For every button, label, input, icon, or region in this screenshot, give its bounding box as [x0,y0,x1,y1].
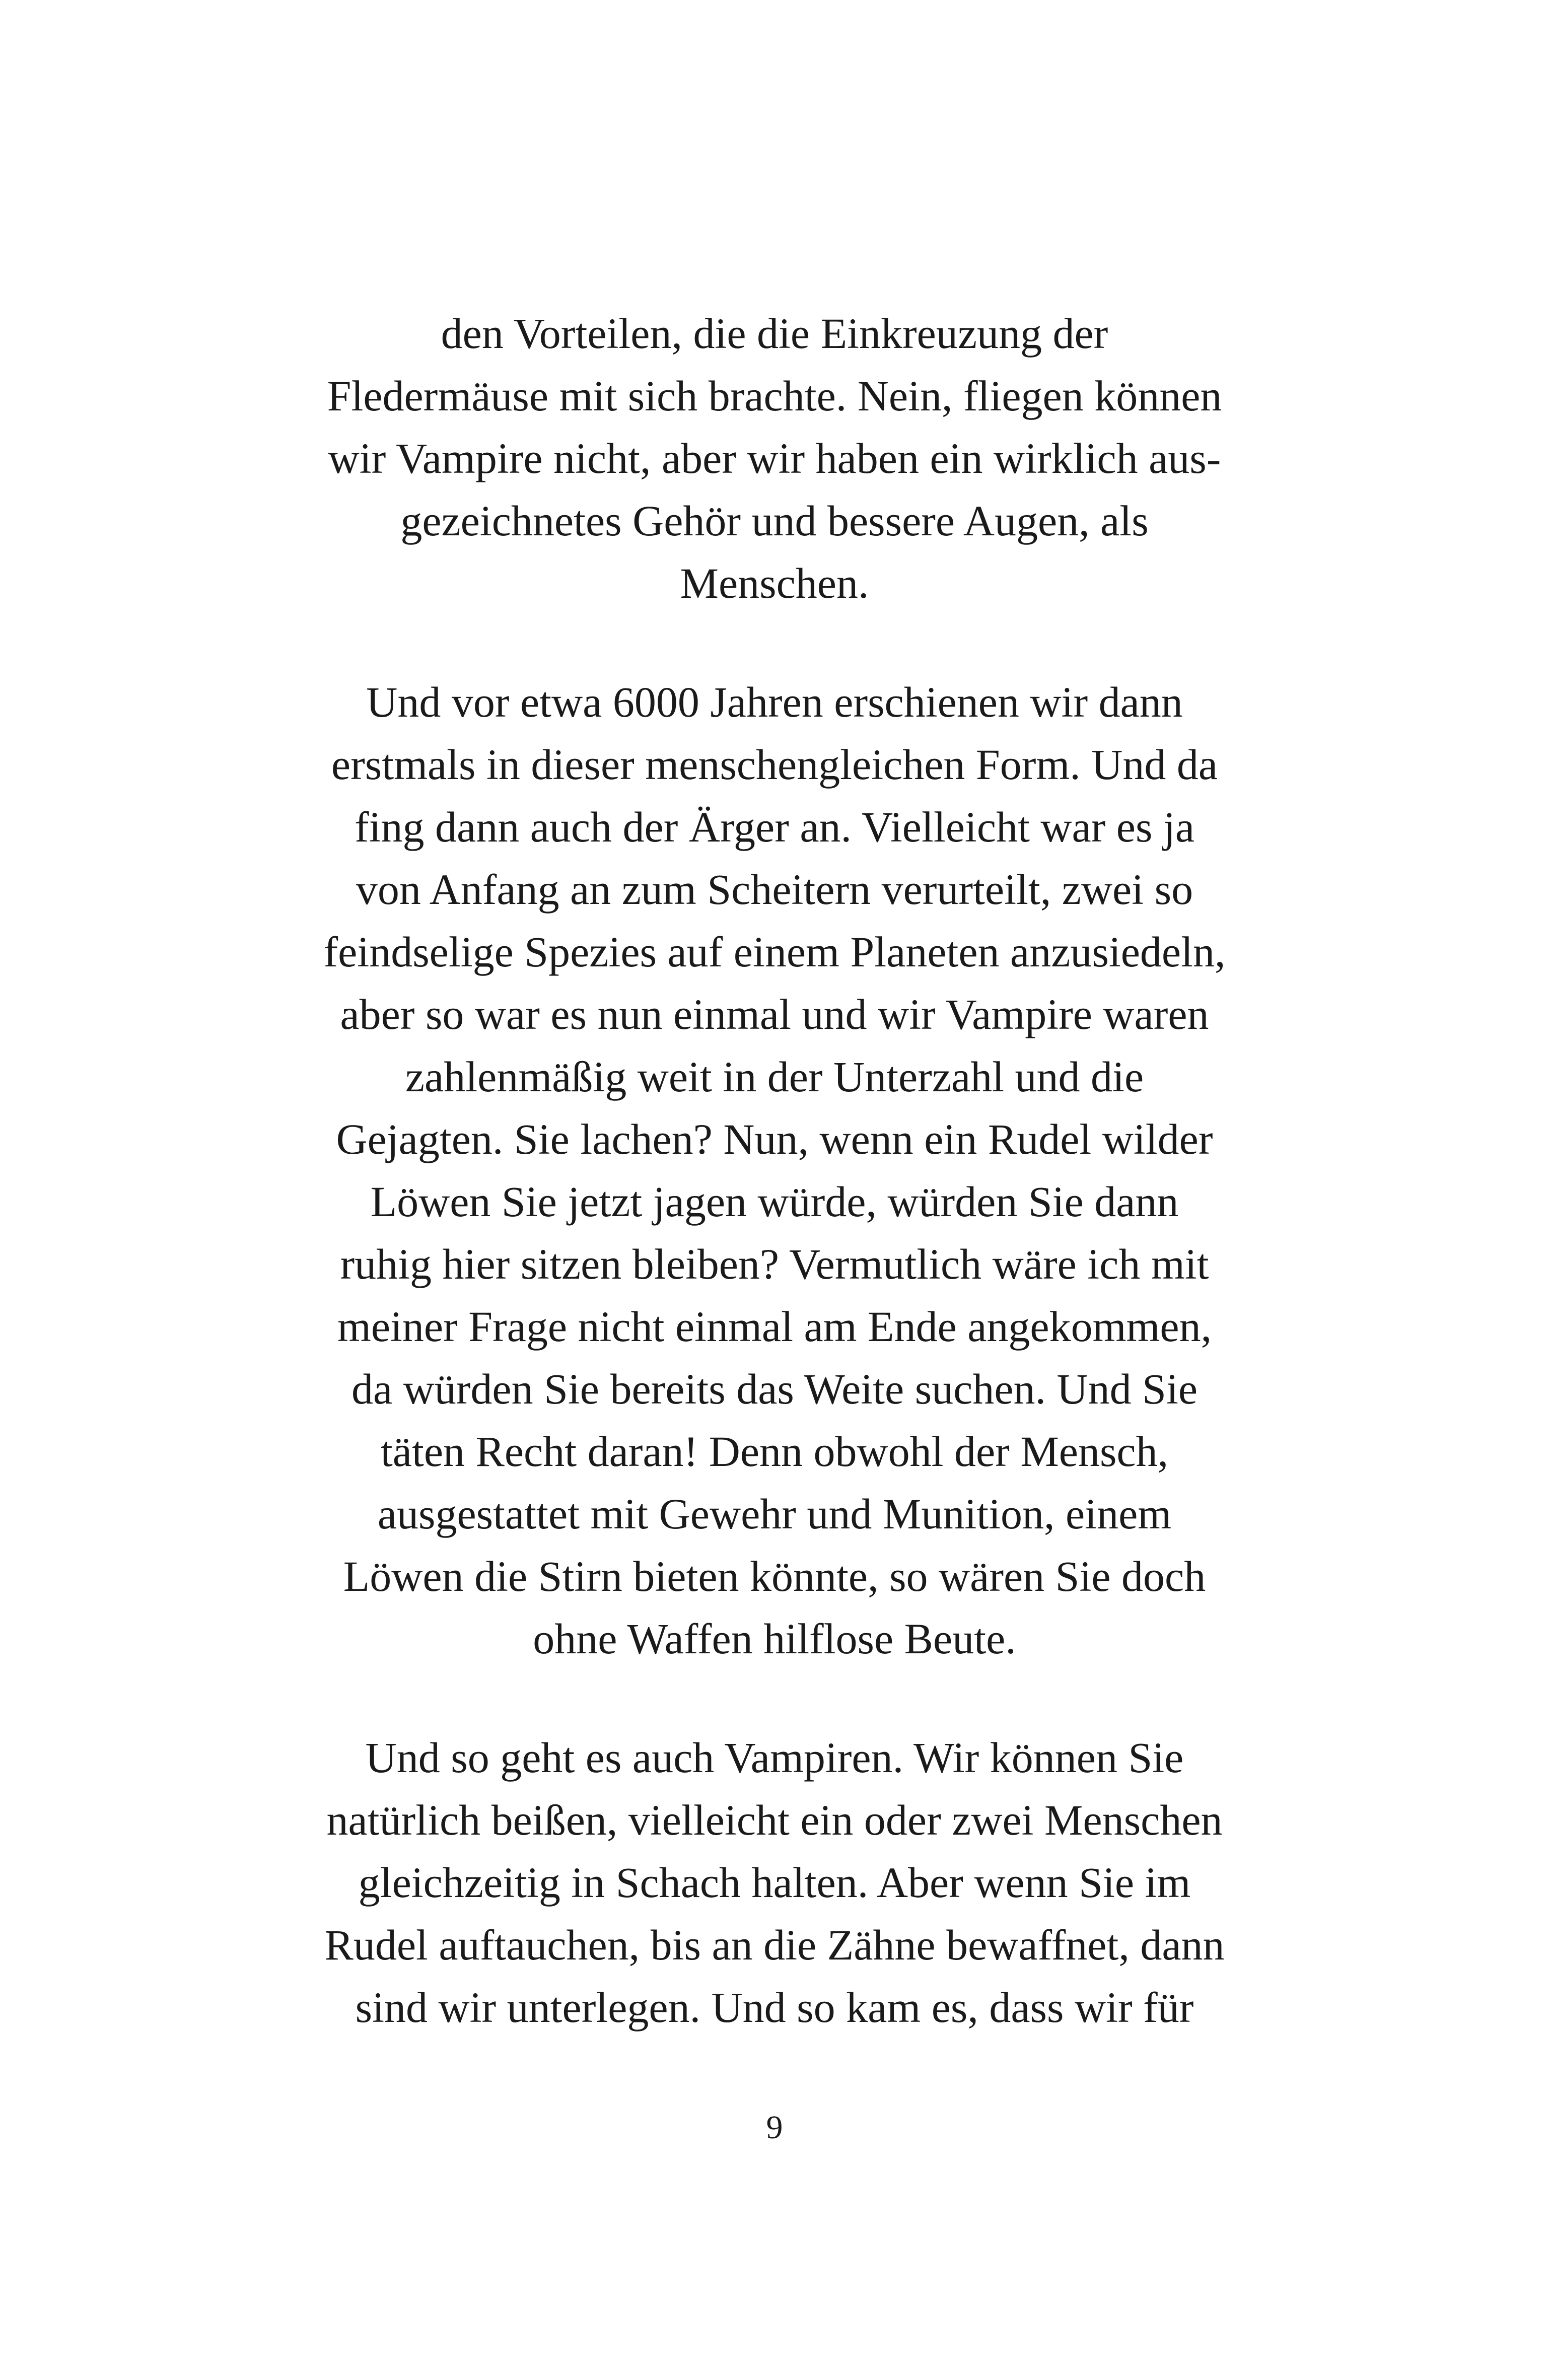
text-line: wir Vampire nicht, aber wir haben ein wirklich aus- [328,434,1221,482]
text-line: ruhig hier sitzen bleiben? Vermutlich wäre ich mit [340,1240,1209,1288]
paragraph-spacer [237,614,1312,671]
text-line: meiner Frage nicht einmal am Ende angekommen, [337,1302,1212,1351]
text-line: Menschen. [680,559,869,607]
paragraph-1 [237,302,1312,614]
text-line: da würden Sie bereits das Weite suchen. Und Sie [351,1365,1198,1413]
text-line: den Vorteilen, die die Einkreuzung der [441,309,1108,358]
text-line: zahlenmäßig weit in der Unterzahl und die [405,1053,1144,1101]
text-line: ohne Waffen hilflose Beute. [533,1615,1016,1663]
body-text [237,302,1312,2039]
text-line: Rudel auftauchen, bis an die Zähne bewaffnet, dann [324,1921,1225,1969]
text-line: feindselige Spezies auf einem Planeten anzusiedeln, [323,928,1226,976]
text-line: gezeichnetes Gehör und bessere Augen, als [400,497,1149,545]
text-line: sind wir unterlegen. Und so kam es, dass wir für [355,1983,1194,2032]
paragraph-spacer [237,1670,1312,1726]
text-line: natürlich beißen, vielleicht ein oder zwei Menschen [326,1796,1223,1844]
paragraph-3 [237,1726,1312,2039]
paragraph-2 [237,671,1312,1670]
text-line: Gejagten. Sie lachen? Nun, wenn ein Rudel wilder [336,1115,1213,1163]
text-line: von Anfang an zum Scheitern verurteilt, zwei so [356,865,1193,914]
text-line: Fledermäuse mit sich brachte. Nein, fliegen können [327,372,1222,420]
page-number: 9 [766,2109,783,2146]
text-line: fing dann auch der Ärger an. Vielleicht war es ja [354,803,1194,851]
text-line: täten Recht daran! Denn obwohl der Mensch, [380,1427,1169,1476]
text-line: Und so geht es auch Vampiren. Wir können Sie [365,1733,1184,1782]
text-line: erstmals in dieser menschengleichen Form. Und da [331,740,1218,789]
text-line: ausgestattet mit Gewehr und Munition, einem [377,1490,1172,1538]
text-line: Löwen Sie jetzt jagen würde, würden Sie dann [370,1177,1179,1226]
text-line: aber so war es nun einmal und wir Vampire waren [340,990,1209,1038]
text-line: gleichzeitig in Schach halten. Aber wenn Sie im [358,1858,1191,1907]
text-line: Und vor etwa 6000 Jahren erschienen wir dann [366,678,1183,726]
text-line: Löwen die Stirn bieten könnte, so wären Sie doch [343,1552,1206,1600]
